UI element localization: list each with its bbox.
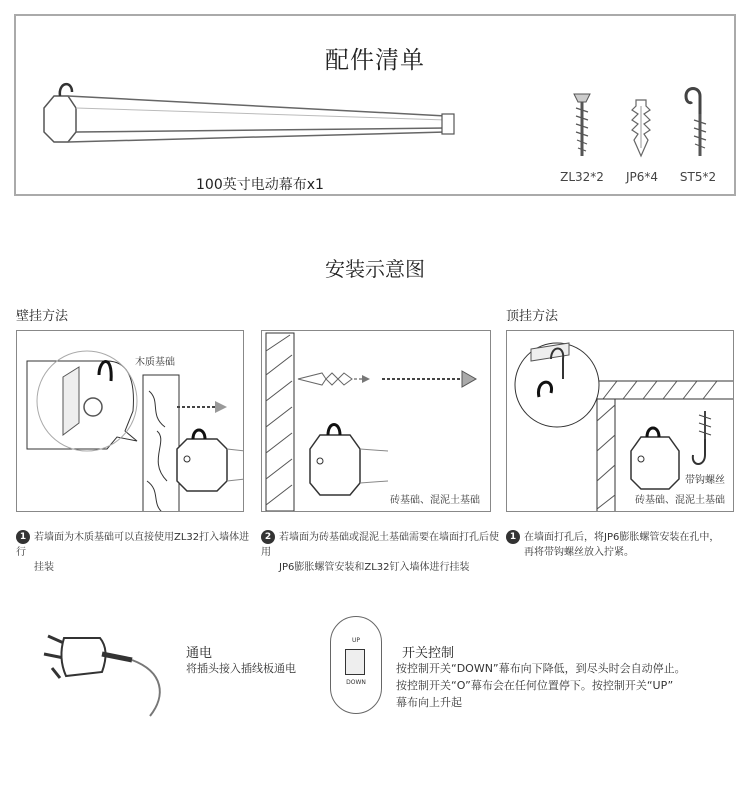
- switch-up-label: UP: [351, 637, 360, 644]
- part-label-zl32: ZL32*2: [560, 170, 604, 184]
- hook-screw-icon: [680, 84, 714, 162]
- panel-brick-wall: [261, 330, 491, 512]
- parts-list-box: [14, 14, 736, 196]
- anchor-icon: [626, 96, 656, 160]
- panel-wood-wall: [16, 330, 244, 512]
- top-method-title: 顶挂方法: [506, 309, 559, 324]
- power-title: 通电: [186, 646, 213, 661]
- switch-text: 按控制开关“DOWN”幕布向下降低，到尽头时会自动停止。 按控制开关“O”幕布会在任何位置停下。按控制开关“UP” 幕布向上升起: [396, 662, 686, 709]
- wood-label: 木质基础: [135, 357, 175, 368]
- ceiling-base-label: 砖基础、混泥土基础: [635, 495, 725, 506]
- note-1-number: 1: [16, 530, 30, 544]
- note-2: 2 若墙面为砖基础或混泥土基础需要在墙面打孔后使用 JP6膨胀螺管安装和ZL32钉入墙体进行挂装: [261, 532, 499, 573]
- brick-label: 砖基础、混泥土基础: [390, 495, 480, 506]
- part-label-jp6: JP6*4: [625, 170, 659, 184]
- part-label-st5: ST5*2: [679, 170, 717, 184]
- screen-label: 100英寸电动幕布x1: [196, 177, 324, 193]
- plug-icon: [40, 620, 180, 720]
- note-2-number: 2: [261, 530, 275, 544]
- screw-icon: [570, 90, 594, 160]
- parts-title: 配件清单: [325, 46, 425, 74]
- power-text: 将插头接入插线板通电: [186, 662, 296, 675]
- switch-down-label: DOWN: [346, 679, 366, 686]
- wood-wall-diagram: [17, 331, 244, 512]
- wall-method-title: 壁挂方法: [16, 309, 69, 324]
- install-title: 安装示意图: [325, 257, 425, 281]
- projector-screen-icon: [38, 76, 458, 156]
- switch-title: 开关控制: [402, 646, 455, 661]
- switch-rocker[interactable]: [345, 649, 365, 675]
- remote-switch: [330, 616, 382, 714]
- note-1: 1 若墙面为木质基础可以直接使用ZL32打入墙体进行 挂装: [16, 532, 250, 573]
- brick-wall-diagram: [262, 331, 491, 512]
- hook-screw-label: 带钩螺丝: [685, 475, 725, 486]
- note-3-number: 1: [506, 530, 520, 544]
- note-3: 1 在墙面打孔后，将JP6膨胀螺管安装在孔中， 再将带钩螺丝放入拧紧。: [506, 530, 742, 560]
- panel-ceiling: [506, 330, 734, 512]
